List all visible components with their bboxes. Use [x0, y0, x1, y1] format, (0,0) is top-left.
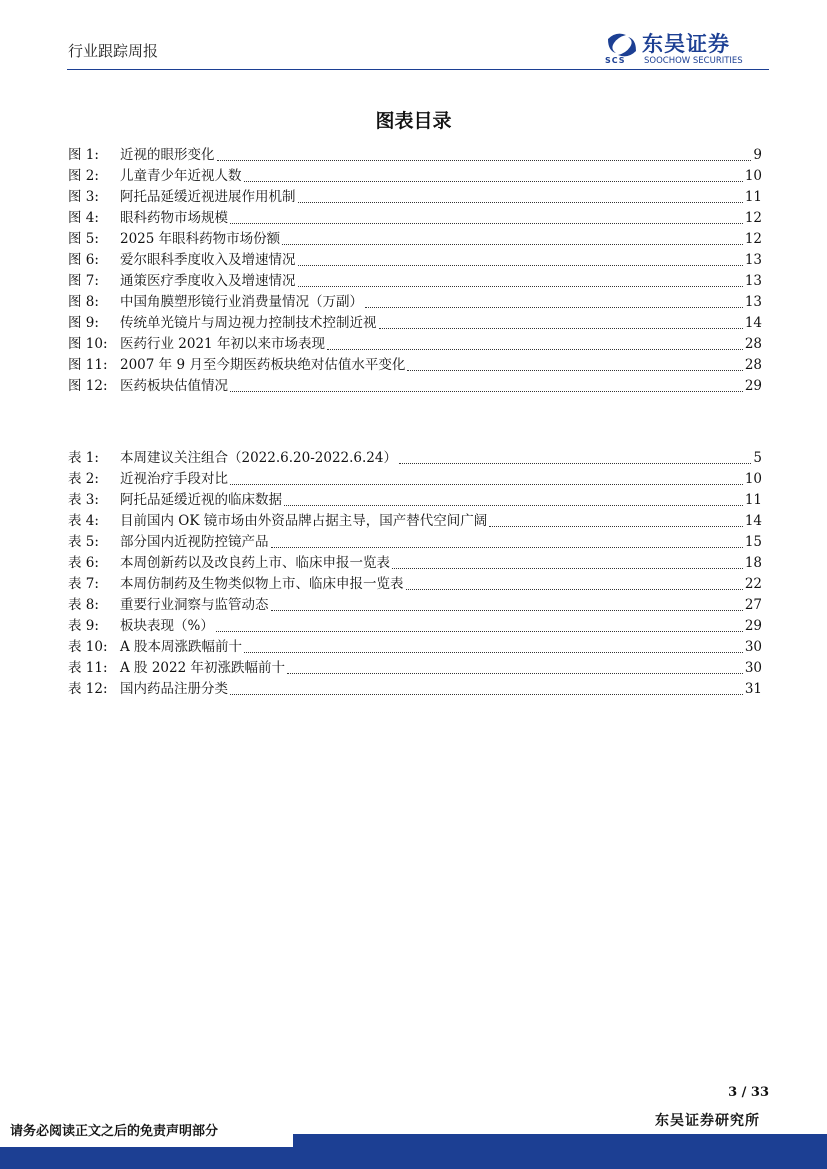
figure-entry[interactable] [68, 250, 762, 271]
dot-leader [271, 595, 743, 611]
figure-entry-label: 图 1: [68, 147, 99, 163]
table-list [68, 448, 762, 700]
table-entry[interactable] [68, 490, 762, 511]
figure-entry[interactable] [68, 229, 762, 250]
table-entry[interactable] [68, 616, 762, 637]
figure-entry-page: 14 [744, 315, 762, 331]
table-entry-title: A 股 2022 年初涨跌幅前十 [120, 660, 285, 676]
figure-entry-label: 图 8: [68, 294, 99, 310]
figure-entry-title: 儿童青少年近视人数 [120, 168, 242, 184]
table-entry-title: 重要行业洞察与监管动态 [120, 597, 269, 613]
figure-entry[interactable] [68, 208, 762, 229]
table-entry-page: 30 [744, 660, 762, 676]
figure-entry-page: 28 [744, 336, 762, 352]
table-entry-title: 近视治疗手段对比 [120, 471, 228, 487]
dot-leader [327, 334, 743, 350]
table-entry-page: 5 [753, 450, 762, 466]
table-entry-title: 目前国内 OK 镜市场由外资品牌占据主导，国产替代空间广阔 [120, 513, 488, 529]
dot-leader [406, 574, 743, 590]
dot-leader [287, 658, 743, 674]
table-entry[interactable] [68, 637, 762, 658]
figure-entry[interactable] [68, 334, 762, 355]
table-entry-page: 18 [744, 555, 762, 571]
figure-entry-label: 图 4: [68, 210, 99, 226]
dot-leader [365, 292, 743, 308]
table-entry-page: 29 [744, 618, 762, 634]
table-entry[interactable] [68, 532, 762, 553]
table-entry[interactable] [68, 469, 762, 490]
table-entry-page: 31 [744, 681, 762, 697]
dot-leader [392, 553, 743, 569]
table-entry-label: 表 9: [68, 618, 99, 634]
table-entry[interactable] [68, 574, 762, 595]
figure-entry-label: 图 10: [68, 336, 108, 352]
dot-leader [298, 187, 743, 203]
table-entry-title: 部分国内近视防控镜产品 [120, 534, 269, 550]
dot-leader [216, 616, 743, 632]
table-entry-label: 表 12: [68, 681, 108, 697]
figure-entry[interactable] [68, 166, 762, 187]
dot-leader [244, 166, 743, 182]
figure-entry-title: 医药板块估值情况 [120, 378, 228, 394]
table-entry[interactable] [68, 679, 762, 700]
figure-entry-label: 图 12: [68, 378, 108, 394]
table-entry-label: 表 5: [68, 534, 99, 550]
table-entry-label: 表 6: [68, 555, 99, 571]
table-entry-page: 10 [744, 471, 762, 487]
table-entry-label: 表 4: [68, 513, 99, 529]
figure-list [68, 145, 762, 397]
figure-entry-title: 阿托品延缓近视进展作用机制 [120, 189, 296, 205]
company-logo [604, 29, 770, 69]
dot-leader [489, 511, 743, 527]
figure-entry-title: 2025 年眼科药物市场份额 [120, 231, 281, 247]
figure-entry-page: 13 [744, 294, 762, 310]
table-entry[interactable] [68, 553, 762, 574]
figure-entry-label: 图 2: [68, 168, 99, 184]
dot-leader [230, 208, 743, 224]
dot-leader [244, 637, 743, 653]
disclaimer-notice: 请务必阅读正文之后的免责声明部分 [0, 1117, 293, 1147]
figure-entry[interactable] [68, 292, 762, 313]
dot-leader [282, 229, 743, 245]
figure-entry-title: 通策医疗季度收入及增速情况 [120, 273, 296, 289]
figure-entry-page: 13 [744, 273, 762, 289]
table-entry-page: 15 [744, 534, 762, 550]
page-number: 3 / 33 [728, 1085, 769, 1100]
figure-entry-title: 2007 年 9 月至今期医药板块绝对估值水平变化 [120, 357, 406, 373]
logo-mark-icon [604, 31, 640, 59]
figure-entry-label: 图 5: [68, 231, 99, 247]
table-entry-label: 表 10: [68, 639, 108, 655]
footer-institute: 东吴证券研究所 [655, 1113, 760, 1129]
figure-entry-page: 29 [744, 378, 762, 394]
table-entry[interactable] [68, 448, 762, 469]
dot-leader [379, 313, 743, 329]
figure-entry[interactable] [68, 313, 762, 334]
figure-entry-page: 9 [753, 147, 762, 163]
table-entry[interactable] [68, 658, 762, 679]
table-entry[interactable] [68, 595, 762, 616]
table-entry-page: 11 [744, 492, 762, 508]
table-entry-label: 表 3: [68, 492, 99, 508]
table-entry-page: 30 [744, 639, 762, 655]
figure-entry-page: 28 [744, 357, 762, 373]
dot-leader [230, 469, 743, 485]
dot-leader [407, 355, 742, 371]
table-entry[interactable] [68, 511, 762, 532]
dot-leader [284, 490, 743, 506]
table-entry-label: 表 11: [68, 660, 108, 676]
figure-entry-label: 图 7: [68, 273, 99, 289]
dot-leader [230, 679, 743, 695]
figure-entry-label: 图 6: [68, 252, 99, 268]
dot-leader [271, 532, 743, 548]
table-entry-label: 表 1: [68, 450, 99, 466]
table-entry-title: 本周建议关注组合（2022.6.20-2022.6.24） [120, 450, 397, 466]
figure-entry-label: 图 3: [68, 189, 99, 205]
table-entry-label: 表 2: [68, 471, 99, 487]
figure-entry-title: 近视的眼形变化 [120, 147, 215, 163]
dot-leader [298, 250, 743, 266]
figure-entry-page: 13 [744, 252, 762, 268]
figure-entry[interactable] [68, 271, 762, 292]
dot-leader [399, 448, 751, 464]
header-rule [67, 69, 769, 70]
logo-abbreviation: SCS [605, 56, 626, 65]
logo-english-name: SOOCHOW SECURITIES [644, 56, 743, 66]
table-entry-page: 27 [744, 597, 762, 613]
figure-entry[interactable] [68, 187, 762, 208]
figure-entry-title: 眼科药物市场规模 [120, 210, 228, 226]
table-entry-title: A 股本周涨跌幅前十 [120, 639, 243, 655]
table-entry-label: 表 8: [68, 597, 99, 613]
table-entry-title: 阿托品延缓近视的临床数据 [120, 492, 282, 508]
table-entry-title: 本周创新药以及改良药上市、临床申报一览表 [120, 555, 390, 571]
toc-title: 图表目录 [375, 110, 452, 132]
report-type-label: 行业跟踪周报 [68, 42, 159, 60]
dot-leader [230, 376, 743, 392]
figure-entry-label: 图 11: [68, 357, 108, 373]
figure-entry-title: 医药行业 2021 年初以来市场表现 [120, 336, 325, 352]
table-entry-page: 22 [744, 576, 762, 592]
table-entry-title: 板块表现（%） [120, 618, 214, 634]
figure-entry-title: 中国角膜塑形镜行业消费量情况（万副） [120, 294, 363, 310]
figure-entry-page: 12 [744, 231, 762, 247]
figure-entry-title: 爱尔眼科季度收入及增速情况 [120, 252, 296, 268]
table-entry-title: 国内药品注册分类 [120, 681, 228, 697]
figure-entry-title: 传统单光镜片与周边视力控制技术控制近视 [120, 315, 377, 331]
figure-entry-page: 11 [744, 189, 762, 205]
dot-leader [298, 271, 743, 287]
table-entry-title: 本周仿制药及生物类似物上市、临床申报一览表 [120, 576, 404, 592]
table-entry-label: 表 7: [68, 576, 99, 592]
table-entry-page: 14 [744, 513, 762, 529]
figure-entry-label: 图 9: [68, 315, 99, 331]
figure-entry-page: 10 [744, 168, 762, 184]
figure-entry[interactable] [68, 145, 762, 166]
figure-entry[interactable] [68, 355, 762, 376]
logo-chinese-name: 东吴证券 [642, 32, 730, 56]
figure-entry-page: 12 [744, 210, 762, 226]
figure-entry[interactable] [68, 376, 762, 397]
dot-leader [217, 145, 752, 161]
